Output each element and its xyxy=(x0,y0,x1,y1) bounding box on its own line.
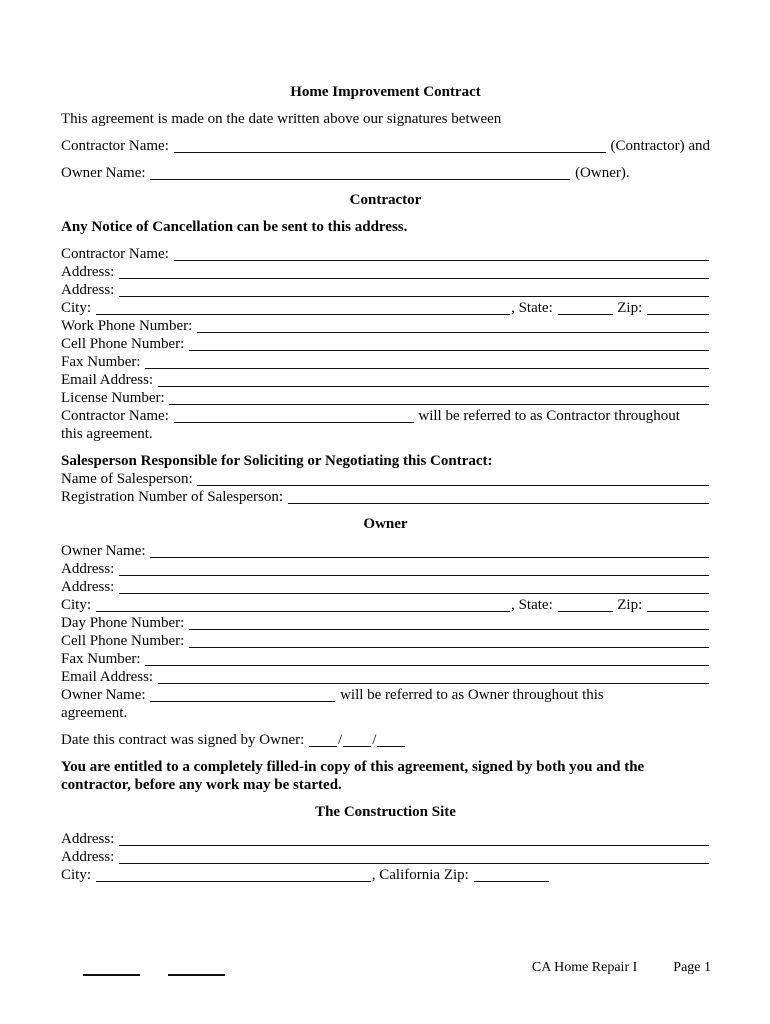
fill-in-blank[interactable] xyxy=(189,616,709,630)
footer-right xyxy=(532,959,711,977)
form-line-city xyxy=(61,299,710,317)
field-label: (Owner). xyxy=(571,165,630,181)
field-label: Address: xyxy=(61,579,119,595)
field-label: Zip: xyxy=(613,597,646,613)
fill-in-blank[interactable] xyxy=(150,166,570,180)
fill-in-blank[interactable] xyxy=(174,139,606,153)
form-line-license-number xyxy=(61,389,710,407)
form-line-agreement xyxy=(61,704,710,722)
notice-paragraph: Any Notice of Cancellation can be sent to this address. xyxy=(61,219,408,235)
notice-paragraph: You are entitled to a completely filled-in copy of this agreement, signed by both you and the contractor, before any work may be started. xyxy=(61,759,645,793)
field-group xyxy=(61,452,710,506)
field-label: , State: xyxy=(511,597,557,613)
field-label: Email Address: xyxy=(61,372,157,388)
form-line-this-agreement xyxy=(61,425,710,443)
doc-reference: CA Home Repair I xyxy=(531,960,638,975)
form-line-city xyxy=(61,866,710,884)
field-label: Contractor Name: xyxy=(61,246,173,262)
field-label: Email Address: xyxy=(61,669,157,685)
fill-in-blank[interactable] xyxy=(158,373,709,387)
form-line-address xyxy=(61,281,710,299)
field-group xyxy=(61,542,710,722)
form-line-cell-phone-number xyxy=(61,335,710,353)
form-line-day-phone-number xyxy=(61,614,710,632)
field-label: Work Phone Number: xyxy=(61,318,197,334)
field-label: Contractor Name: xyxy=(61,138,173,154)
fill-in-blank[interactable] xyxy=(119,850,709,864)
form-line-cell-phone-number xyxy=(61,632,710,650)
form-line-contractor-name xyxy=(61,137,710,155)
fill-in-blank[interactable] xyxy=(189,337,709,351)
page-number: Page 1 xyxy=(673,960,711,975)
form-line-address xyxy=(61,830,710,848)
field-label: agreement. xyxy=(61,705,128,721)
footer-initials-line[interactable] xyxy=(83,974,140,976)
field-label: (Contractor) and xyxy=(606,138,710,154)
paragraph: This agreement is made on the date written above our signatures between xyxy=(61,111,502,127)
form-line-contractor-name xyxy=(61,245,710,263)
fill-in-blank[interactable] xyxy=(145,652,709,666)
fill-in-blank[interactable] xyxy=(189,634,709,648)
field-label: will be referred to as Contractor throughout xyxy=(414,408,680,424)
fill-in-blank[interactable] xyxy=(343,733,371,747)
fill-in-blank[interactable] xyxy=(96,598,510,612)
contract-form xyxy=(61,83,710,893)
field-label: Address: xyxy=(61,264,119,280)
form-line-address xyxy=(61,578,710,596)
form-line-owner-name xyxy=(61,686,710,704)
field-label: will be referred to as Owner throughout this xyxy=(336,687,604,703)
field-label: Owner Name: xyxy=(61,165,150,181)
fill-in-blank[interactable] xyxy=(169,391,709,405)
form-line-email-address xyxy=(61,371,710,389)
field-label: City: xyxy=(61,867,95,883)
form-line-contractor-name xyxy=(61,407,710,425)
field-label: City: xyxy=(61,597,95,613)
field-group xyxy=(61,245,710,443)
field-label: Fax Number: xyxy=(61,651,145,667)
field-label: Owner Name: xyxy=(61,543,150,559)
fill-in-blank[interactable] xyxy=(558,301,613,315)
fill-in-blank[interactable] xyxy=(309,733,337,747)
field-label: Address: xyxy=(61,561,119,577)
form-line-city xyxy=(61,596,710,614)
fill-in-blank[interactable] xyxy=(197,472,709,486)
form-line-owner-name xyxy=(61,542,710,560)
field-label: Contractor Name: xyxy=(61,408,173,424)
form-line-owner-name xyxy=(61,164,710,182)
fill-in-blank[interactable] xyxy=(558,598,613,612)
field-label: Zip: xyxy=(613,300,646,316)
fill-in-blank[interactable] xyxy=(119,283,709,297)
field-label: , State: xyxy=(511,300,557,316)
fill-in-blank[interactable] xyxy=(96,301,510,315)
form-line-address xyxy=(61,848,710,866)
section-heading-the-construction-site: The Construction Site xyxy=(315,804,456,820)
footer-initials xyxy=(83,974,225,976)
field-label: this agreement. xyxy=(61,426,153,442)
form-line-work-phone-number xyxy=(61,317,710,335)
fill-in-blank[interactable] xyxy=(474,868,549,882)
field-label: Cell Phone Number: xyxy=(61,336,189,352)
field-label: License Number: xyxy=(61,390,169,406)
fill-in-blank[interactable] xyxy=(119,832,709,846)
fill-in-blank[interactable] xyxy=(145,355,709,369)
form-line-salesperson-responsible-for-soliciting-o xyxy=(61,452,710,470)
fill-in-blank[interactable] xyxy=(174,409,414,423)
form-line-address xyxy=(61,560,710,578)
field-label: Date this contract was signed by Owner: xyxy=(61,732,309,748)
form-line-date-this-contract-was-signed-by-owner xyxy=(61,731,710,749)
fill-in-blank[interactable] xyxy=(119,580,709,594)
fill-in-blank[interactable] xyxy=(96,868,371,882)
field-label: Address: xyxy=(61,849,119,865)
fill-in-blank[interactable] xyxy=(158,670,709,684)
fill-in-blank[interactable] xyxy=(119,265,709,279)
page-footer xyxy=(0,956,770,980)
form-line-registration-number-of-salesperson xyxy=(61,488,710,506)
field-label: Owner Name: xyxy=(61,687,150,703)
field-label: Fax Number: xyxy=(61,354,145,370)
form-line-email-address xyxy=(61,668,710,686)
field-label: Registration Number of Salesperson: xyxy=(61,489,287,505)
fill-in-blank[interactable] xyxy=(174,247,709,261)
fill-in-blank[interactable] xyxy=(377,733,405,747)
document-title: Home Improvement Contract xyxy=(290,84,481,100)
field-label: Name of Salesperson: xyxy=(61,471,197,487)
form-line-address xyxy=(61,263,710,281)
fill-in-blank[interactable] xyxy=(150,688,335,702)
field-label: / xyxy=(372,732,377,748)
section-heading-owner: Owner xyxy=(363,516,408,532)
field-label: , California Zip: xyxy=(371,867,473,883)
field-label: Salesperson Responsible for Soliciting or Negotiating this Contract: xyxy=(61,453,493,469)
fill-in-blank[interactable] xyxy=(119,562,709,576)
fill-in-blank[interactable] xyxy=(647,598,709,612)
form-line-fax-number xyxy=(61,650,710,668)
footer-initials-line[interactable] xyxy=(168,974,225,976)
field-label: Day Phone Number: xyxy=(61,615,189,631)
section-heading-contractor: Contractor xyxy=(349,192,422,208)
form-line-name-of-salesperson xyxy=(61,470,710,488)
fill-in-blank[interactable] xyxy=(288,490,709,504)
fill-in-blank[interactable] xyxy=(197,319,709,333)
fill-in-blank[interactable] xyxy=(647,301,709,315)
field-label: City: xyxy=(61,300,95,316)
field-label: Cell Phone Number: xyxy=(61,633,189,649)
field-label: / xyxy=(338,732,343,748)
field-label: Address: xyxy=(61,831,119,847)
field-label: Address: xyxy=(61,282,119,298)
form-line-fax-number xyxy=(61,353,710,371)
fill-in-blank[interactable] xyxy=(150,544,709,558)
field-group xyxy=(61,830,710,884)
